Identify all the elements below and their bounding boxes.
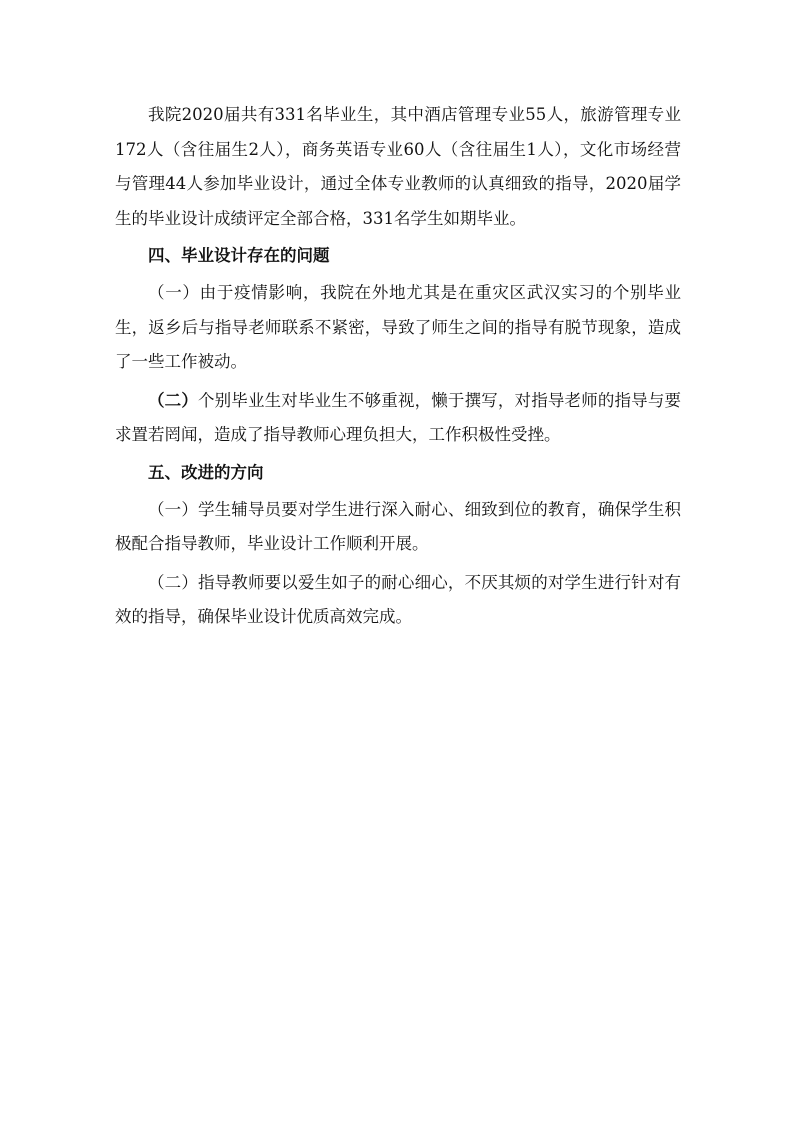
problem-item-2-text: 个别毕业生对毕业生不够重视，懒于撰写，对指导老师的指导与要求置若罔闻，造成了指导教师心理负担大，工作积极性受挫。 [115,390,682,445]
section-heading-improvements: 五、改进的方向 [148,462,264,482]
document-page [115,98,681,635]
problem-item-2-prefix: （二） [148,390,198,410]
problem-item-2 [115,384,681,453]
intro-paragraph: 我院2020届共有331名毕业生，其中酒店管理专业55人，旅游管理专业172人（含往届生2人），商务英语专业60人（含往届生1人），文化市场经营与管理44人参加毕业设计，通过全体专业教师的认真细致的指导，2020届学生的毕业设计成绩评定全部合格，331名学生如期毕业。 [115,105,681,228]
improvement-item-2: （二）指导教师要以爱生如子的耐心细心，不厌其烦的对学生进行针对有效的指导，确保毕业设计优质高效完成。 [115,572,681,627]
problem-item-1: （一）由于疫情影响，我院在外地尤其是在重灾区武汉实习的个别毕业生，返乡后与指导老师联系不紧密，导致了师生之间的指导有脱节现象，造成了一些工作被动。 [115,282,681,372]
improvement-item-1: （一）学生辅导员要对学生进行深入耐心、细致到位的教育，确保学生积极配合指导教师，毕业设计工作顺利开展。 [115,499,681,554]
section-heading-problems: 四、毕业设计存在的问题 [148,246,330,266]
